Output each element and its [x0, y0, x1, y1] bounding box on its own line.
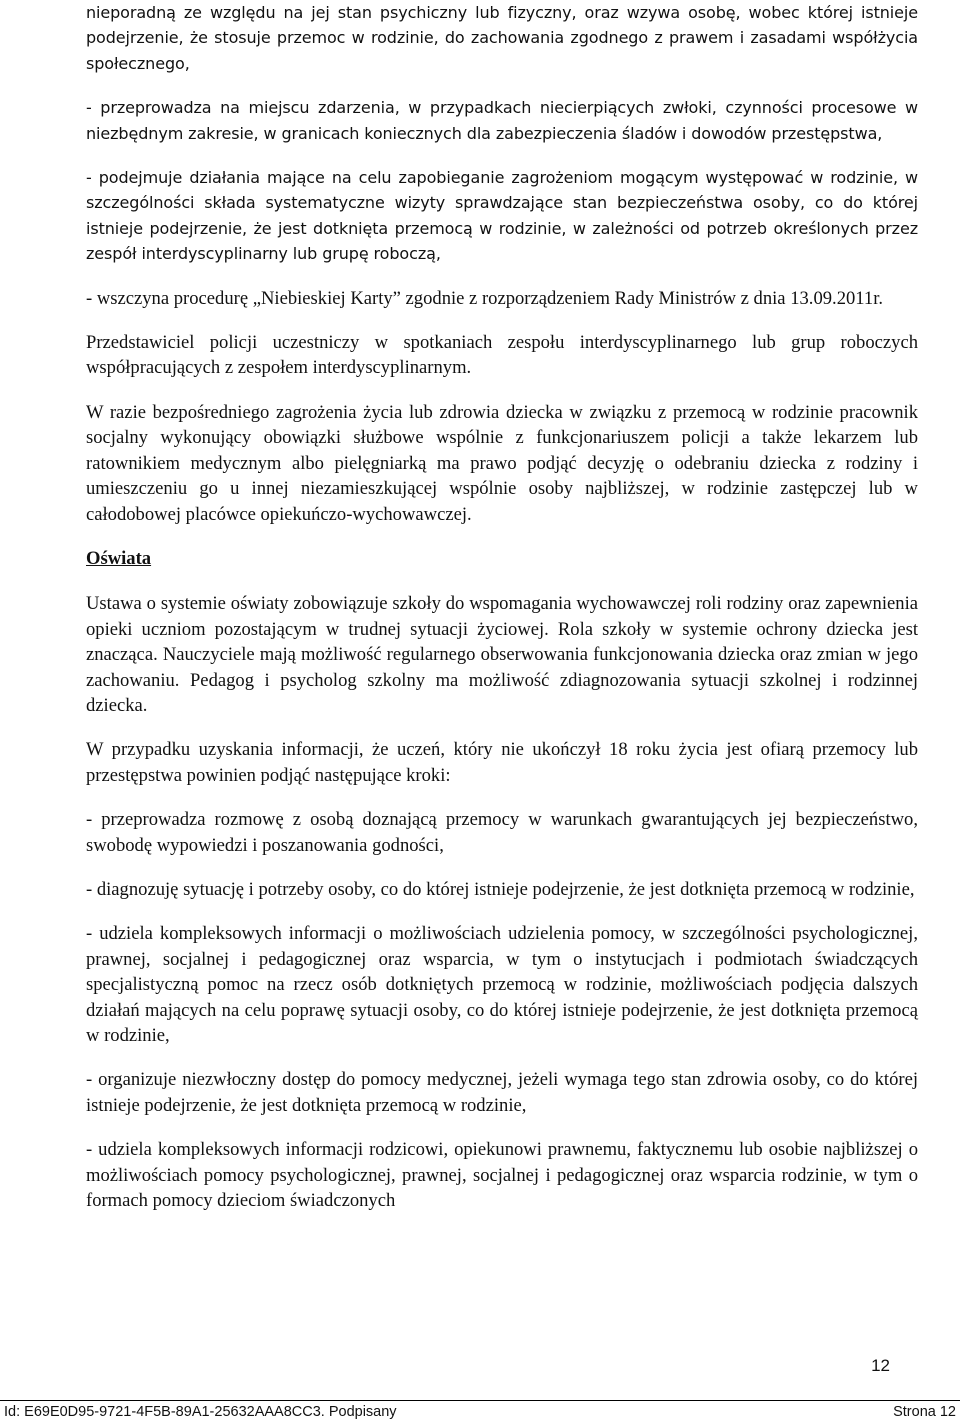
- footer: [4, 1404, 956, 1420]
- paragraph: - przeprowadza na miejscu zdarzenia, w przypadkach niecierpiących zwłoki, czynności procesowe w niezbędnym zakresie, w granicach koniecznych dla zabezpieczenia śladów i dowodów przestępstwa,: [86, 98, 918, 143]
- paragraph: - podejmuje działania mające na celu zapobieganie zagrożeniom mogącym występować w rodzinie, w szczególności składa systematyczne wizyty sprawdzające stan bezpieczeństwa osoby, co do której istnieje podejrzenie, że jest dotknięta przemocą w rodzinie, w zależności od potrzeb określonych przez zespół interdyscyplinarny lub grupę roboczą,: [86, 168, 918, 264]
- paragraph: Przedstawiciel policji uczestniczy w spotkaniach zespołu interdyscyplinarnego lub grup roboczych współpracujących z zespołem interdyscyplinarnym.: [86, 332, 918, 379]
- footer-document-id: Id: E69E0D95-9721-4F5B-89A1-25632AAA8CC3. Podpisany: [4, 1404, 397, 1420]
- paragraph: Ustawa o systemie oświaty zobowiązuje szkoły do wspomagania wychowawczej roli rodziny oraz zapewnienia opieki uczniom pozostającym w trudnej sytuacji życiowej. Rola szkoły w systemie ochrony dziecka jest znacząca. Nauczyciele mają możliwość regularnego obserwowania funkcjonowania dziecka oraz zmian w jego zachowaniu. Pedagog i psycholog szkolny ma możliwość zdiagnozowania sytuacji szkolnej i rodzinnej dziecka.: [86, 593, 918, 716]
- page-number: 12: [871, 1356, 890, 1375]
- paragraph: W przypadku uzyskania informacji, że uczeń, który nie ukończył 18 roku życia jest ofiarą przemocy lub przestępstwa powinien podjąć następujące kroki:: [86, 739, 918, 786]
- document-body: [86, 0, 918, 1232]
- paragraph: - wszczyna procedurę „Niebieskiej Karty” zgodnie z rozporządzeniem Rady Ministrów z dnia 13.09.2011r.: [86, 287, 884, 309]
- footer-divider: [0, 1400, 960, 1401]
- paragraph: - organizuje niezwłoczny dostęp do pomocy medycznej, jeżeli wymaga tego stan zdrowia osoby, co do której istnieje podejrzenie, że jest dotknięta przemocą w rodzinie,: [86, 1069, 918, 1116]
- paragraph: W razie bezpośredniego zagrożenia życia lub zdrowia dziecka w związku z przemocą w rodzinie pracownik socjalny wykonujący obowiązki służbowe wspólnie z funkcjonariuszem policji a także lekarzem lub ratownikiem medycznym albo pielęgniarką ma prawo podjąć decyzję o odebraniu dziecka z rodziny i umieszczeniu go u innej niezamieszkującej wspólnie osoby najbliższej, w rodzinie zastępczej lub w całodobowej placówce opiekuńczo-wychowawczej.: [86, 401, 918, 525]
- paragraph: - udziela kompleksowych informacji o możliwościach udzielenia pomocy, w szczególności psychologicznej, prawnej, socjalnej i pedagogicznej oraz wsparcia, w tym o instytucjach i podmiotach świadczących specjalistyczną pomoc na rzecz osób dotkniętych przemocą w rodzinie, możliwościach podjęcia dalszych działań mających na celu poprawę sytuacji osoby, co do której istnieje podejrzenie, że jest dotknięta przemocą w rodzinie,: [86, 923, 918, 1046]
- footer-page-label: Strona 12: [893, 1404, 956, 1420]
- paragraph: - diagnozuję sytuację i potrzeby osoby, co do której istnieje podejrzenie, że jest dotknięta przemocą w rodzinie,: [86, 878, 915, 900]
- paragraph: - udziela kompleksowych informacji rodzicowi, opiekunowi prawnemu, faktycznemu lub osobie najbliższej o możliwościach pomocy psychologicznej, prawnej, socjalnej i pedagogicznej oraz wsparcia rodzinie, w tym o formach pomocy dzieciom świadczonych: [86, 1139, 918, 1212]
- section-heading: Oświata: [86, 547, 152, 569]
- paragraph: - przeprowadza rozmowę z osobą doznającą przemocy w warunkach gwarantujących jej bezpieczeństwo, swobodę wypowiedzi i poszanowania godności,: [86, 809, 918, 856]
- paragraph: nieporadną ze względu na jej stan psychiczny lub fizyczny, oraz wzywa osobę, wobec której istnieje podejrzenie, że stosuje przemoc w rodzinie, do zachowania zgodnego z prawem i zasadami współżycia społecznego,: [86, 3, 918, 73]
